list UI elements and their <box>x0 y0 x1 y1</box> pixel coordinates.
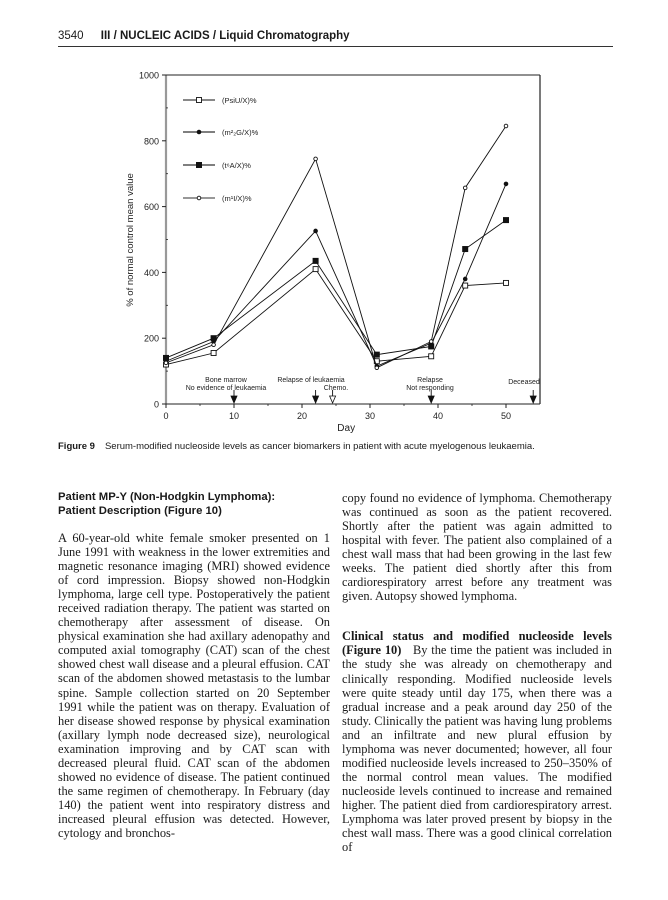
legend-marker <box>197 196 201 200</box>
y-tick-label: 400 <box>143 267 159 278</box>
running-header <box>58 30 618 42</box>
data-point-marker <box>503 217 509 223</box>
page-number: 3540 <box>58 30 84 42</box>
series-line <box>166 126 506 368</box>
data-point-marker <box>313 258 319 264</box>
filled-arrow-icon <box>530 396 536 403</box>
data-point-marker <box>374 352 380 358</box>
filled-arrow-icon <box>428 396 434 403</box>
x-tick-label: 20 <box>296 411 308 421</box>
data-point-marker <box>164 361 168 365</box>
series-line <box>166 269 506 364</box>
section-heading-line2: Patient Description (Figure 10) <box>58 504 222 517</box>
x-tick-label: 40 <box>432 411 444 421</box>
filled-arrow-icon <box>313 396 319 403</box>
x-tick-label: 50 <box>500 411 512 421</box>
section-heading <box>58 491 330 518</box>
data-point-marker <box>463 277 468 282</box>
clinical-status-paragraph <box>342 629 612 854</box>
header-rule <box>58 46 613 47</box>
data-point-marker <box>462 246 468 252</box>
data-point-marker <box>429 340 433 344</box>
data-point-marker <box>211 351 216 356</box>
x-axis-title: Day <box>337 423 356 434</box>
x-tick-label: 0 <box>163 411 169 421</box>
y-tick-label: 200 <box>143 333 159 344</box>
data-point-marker <box>314 157 318 161</box>
data-point-marker <box>429 354 434 359</box>
annotation-label: Not responding <box>406 385 454 392</box>
patient-description-paragraph: A 60-year-old white female smoker presented on 1 June 1991 with weakness in the lower extremities and magnetic resonance imaging (MRI) showed evidence of cord impression. Biopsy showed non-Hodgkin lymphoma, large cell type. Postoperatively the patient received radiation therapy. The patient was started on chemotherapy after assessment of disease. On physical examination she had axillary adenopathy and computed axial tomography (CAT) scan of the chest showed chest wall disease and a pleural effusion. CAT scan of the abdomen showed metastasis to the lumbar spine. Sample collection started on 20 September 1991 while the patient was on therapy. Evaluation of her disease showed response by physical examination (axillary lymph node decreased size), neurological examination improving and by CAT scan with decreased pleural fluid. CAT scan of the abdomen showed no evidence of disease. The patient continued the same regimen of chemotherapy. In February (day 140) the patient went into respiratory distress and increased pleural effusion was detected. However, cytology and bronchos- <box>58 531 330 840</box>
figure-label: Figure 9 <box>58 441 95 452</box>
y-tick-label: 800 <box>143 136 159 147</box>
annotation-label: Bone marrow <box>205 377 247 384</box>
open-arrow-icon <box>330 396 336 403</box>
data-point-marker <box>428 343 434 349</box>
data-point-marker <box>504 124 508 128</box>
annotation-label: Relapse <box>417 377 443 384</box>
annotation-label: Chemo. <box>323 385 349 392</box>
legend-marker <box>197 130 202 135</box>
data-point-marker <box>463 186 467 190</box>
y-tick-label: 1000 <box>138 70 159 81</box>
line-chart <box>0 60 668 440</box>
figure-caption <box>58 441 628 452</box>
clinical-status-heading: Clinical status and modified nucleoside levels (Figure 10) <box>342 629 612 658</box>
legend-label: (m²₂G/X)% <box>222 128 259 137</box>
running-title: III / NUCLEIC ACIDS / Liquid Chromatography <box>100 30 350 42</box>
figure-caption-text: Serum-modified nucleoside levels as cancer biomarkers in patient with acute myelogenous leukaemia. <box>104 441 535 452</box>
section-heading-line1: Patient MP-Y (Non-Hodgkin Lymphoma): <box>58 491 276 503</box>
x-tick-label: 30 <box>364 411 376 421</box>
y-tick-label: 0 <box>153 399 159 410</box>
legend-marker <box>196 162 202 168</box>
legend-label: (PsiU/X)% <box>222 96 257 105</box>
data-point-marker <box>463 283 468 288</box>
right-column <box>342 491 612 854</box>
data-point-marker <box>375 366 379 370</box>
data-point-marker <box>163 355 169 361</box>
filled-arrow-icon <box>231 396 237 403</box>
annotation-label: Deceased <box>508 379 540 386</box>
annotation-label: No evidence of leukaemia <box>185 385 267 392</box>
left-column <box>58 491 330 840</box>
data-point-marker <box>504 280 509 285</box>
data-point-marker <box>313 229 318 234</box>
figure-9-chart <box>0 60 668 440</box>
legend-label: (m¹I/X)% <box>222 194 252 203</box>
y-axis-title: % of normal control mean value <box>125 173 136 307</box>
clinical-status-body: By the time the patient was included in the study she was already on chemotherapy and clinically responding. Modified nucleoside levels were quite steady until day 175, when there was a gradual increase and a peak around day 250 of the study. Clinically the patient was having lung problems and an infiltrate and new plural effusion by lymphoma was never documented; however, all four modified nucleoside levels increased to 250–350% of the normal control mean values. The modified nucleoside levels continued to increase and remained higher. The patient died from cardiorespiratory arrest. Lymphoma was later proved present by biopsy in the chest wall mass. There was a good clinical correlation of <box>342 643 612 855</box>
x-tick-label: 10 <box>228 411 240 421</box>
legend-marker <box>197 98 202 103</box>
annotation-label: Relapse of leukaemia <box>277 377 345 384</box>
y-tick-label: 600 <box>143 202 159 213</box>
legend-label: (t⁶A/X)% <box>222 161 251 170</box>
continuation-paragraph: copy found no evidence of lymphoma. Chemotherapy was continued as soon as the patient recovered. Shortly after the patient was again admitted to hospital with fever. The patient also complained of a chest wall mass that had been growing in the last few weeks. The patient died shortly after this from cardiorespiratory arrest before any treatment was given. Autopsy showed lymphoma. <box>342 491 612 604</box>
data-point-marker <box>313 267 318 272</box>
data-point-marker <box>212 343 216 347</box>
data-point-marker <box>504 182 509 187</box>
